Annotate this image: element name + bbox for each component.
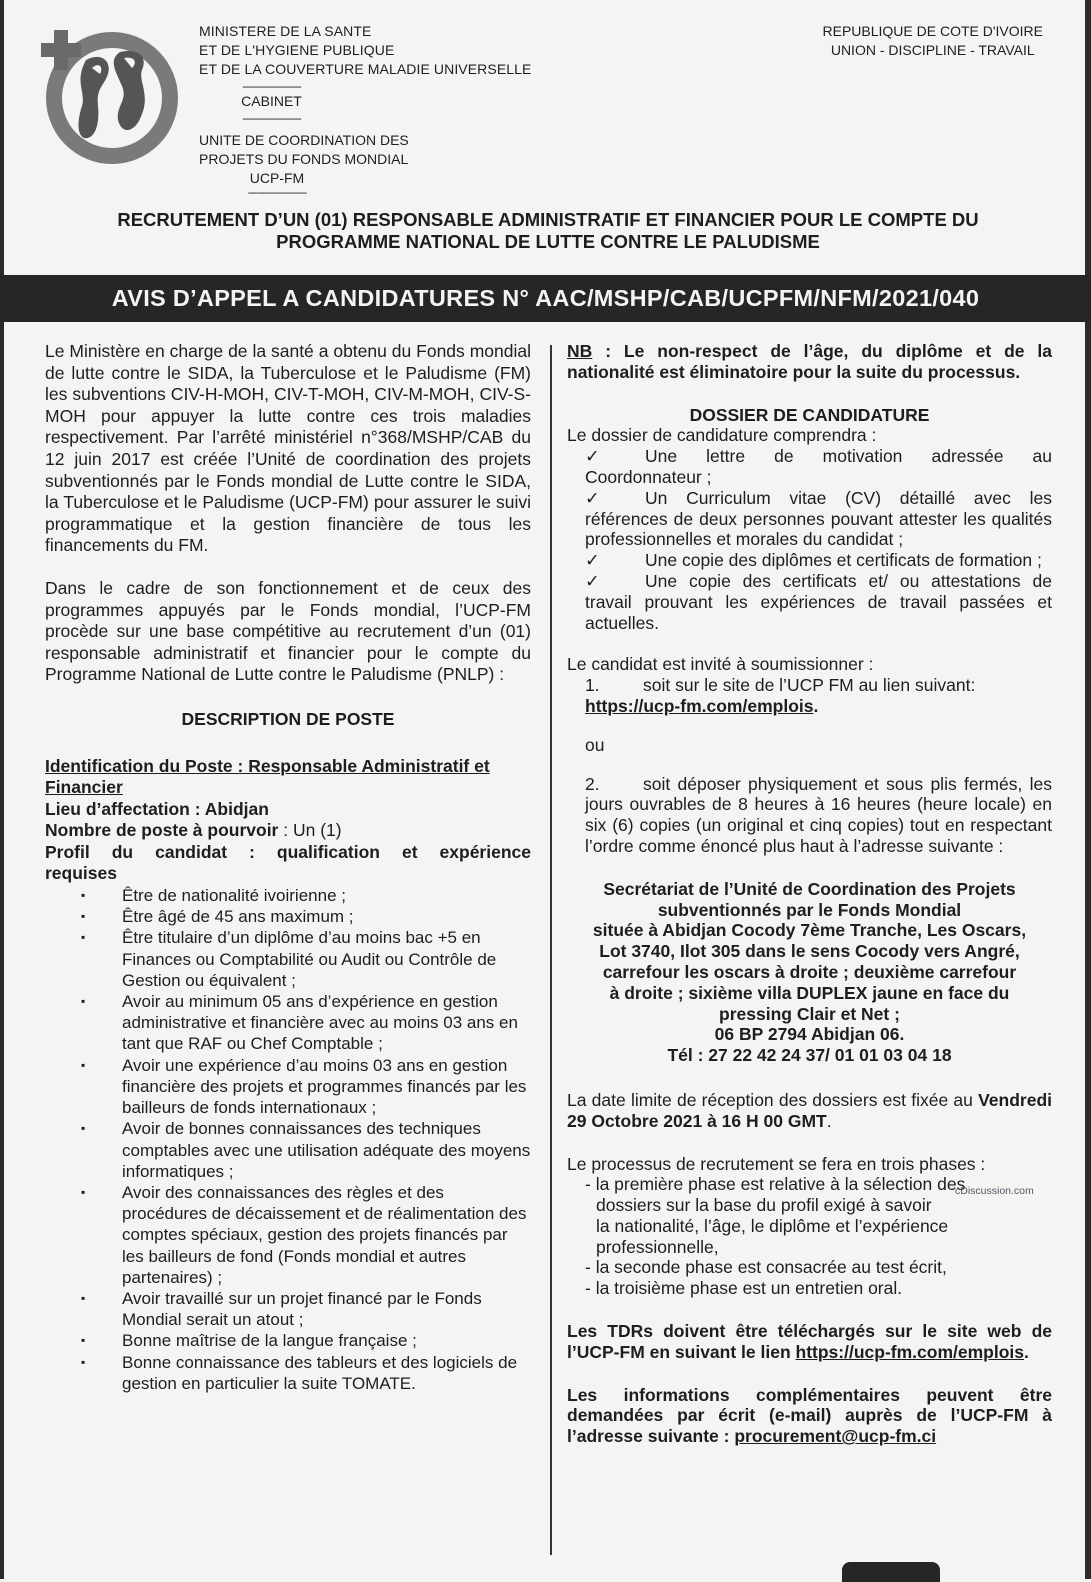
cabinet-label: CABINET	[241, 93, 302, 109]
left-column	[45, 341, 531, 1394]
requirements-list	[45, 885, 531, 1394]
column-divider	[550, 345, 552, 1555]
option-number: 2.	[585, 773, 600, 794]
separator: ----------------------	[242, 113, 301, 125]
or-label: ou	[585, 734, 605, 755]
post-location: Lieu d’affectation : Abidjan	[45, 798, 269, 819]
nb-label: NB	[567, 341, 593, 361]
phase-line: dossiers sur la base du profil exigé à savoir	[596, 1195, 932, 1216]
unit-line: PROJETS DU FONDS MONDIAL	[199, 151, 409, 167]
submit-option-1: 1. soit sur le site de l’UCP FM au lien suivant:	[585, 675, 976, 696]
ministry-line: MINISTERE DE LA SANTE	[199, 23, 372, 39]
dossier-heading: DOSSIER DE CANDIDATURE	[689, 404, 930, 425]
deadline-paragraph: La date limite de réception des dossiers est fixée au Vendredi 29 Octobre 2021 à 16 H 00 GMT.	[567, 1089, 1052, 1131]
dossier-intro: Le dossier de candidature comprendra :	[567, 425, 877, 446]
unit-line: UNITE DE COORDINATION DES	[199, 132, 409, 148]
address-line: à droite ; sixième villa DUPLEX jaune en face du	[609, 982, 1010, 1003]
requirement-item: ▪ Avoir au minimum 05 ans d’expérience en gestion administrative et financière avec au moins 03 ans en tant que RAF ou Chef Comptable ;	[45, 991, 531, 1055]
recruitment-title-line: RECRUTEMENT D’UN (01) RESPONSABLE ADMINISTRATIF ET FINANCIER POUR LE COMPTE DU	[117, 209, 979, 230]
requirement-item: ▪ Bonne connaissance des tableurs et des logiciels de gestion en particulier la suite TOMATE.	[45, 1352, 531, 1394]
unit-name	[199, 131, 409, 169]
post-count-label: Nombre de poste à pourvoir	[45, 820, 279, 841]
address-line: carrefour les oscars à droite ; deuxième carrefour	[602, 961, 1017, 982]
dossier-item: ✓ Une lettre de motivation adressée au Coordonnateur ;	[585, 446, 1052, 487]
address-line: Lot 3740, Ilot 305 dans le sens Cocody vers Angré,	[599, 941, 1020, 962]
tdr-link[interactable]: https://ucp-fm.com/emplois	[795, 1341, 1024, 1362]
separator: ----------------------	[247, 187, 307, 199]
requirement-item: ▪ Être de nationalité ivoirienne ;	[45, 885, 531, 906]
process-intro: Le processus de recrutement se fera en trois phases :	[567, 1153, 986, 1174]
option-number: 1.	[585, 675, 600, 696]
address-line: Tél : 27 22 42 24 37/ 01 01 03 04 18	[667, 1045, 952, 1066]
recruitment-title-line: PROGRAMME NATIONAL DE LUTTE CONTRE LE PALUDISME	[276, 231, 820, 252]
tdr-paragraph: Les TDRs doivent être téléchargés sur le site web de l’UCP-FM en suivant le lien https://ucp-fm.com/emplois.	[567, 1321, 1052, 1362]
description-heading: DESCRIPTION DE POSTE	[181, 708, 395, 729]
nb-note	[567, 341, 1052, 383]
watermark: cDiscussion.com	[955, 1185, 1034, 1197]
post-count-value: : Un (1)	[278, 820, 342, 841]
phase-line: - la première phase est relative à la sélection des	[585, 1174, 966, 1195]
unit-abbr: UCP-FM	[249, 170, 305, 186]
address-line: 06 BP 2794 Abidjan 06.	[714, 1024, 905, 1045]
info-paragraph: Les informations complémentaires peuvent être demandées par écrit (e-mail) auprès de l’UCP-FM à l’adresse suivante : procurement@ucp-fm.ci	[567, 1384, 1052, 1447]
phase-line: - la troisième phase est un entretien oral.	[585, 1278, 903, 1299]
phase-line: la nationalité, l’âge, le diplôme et l’expérience	[596, 1215, 949, 1236]
requirement-item: ▪ Avoir des connaissances des règles et des procédures de décaissement et de réalimentation des comptes spéciaux, gestion des projets financés par les bailleurs de fond (Fonds mondial et autres partenaires) ;	[45, 1182, 531, 1288]
requirement-item: ▪ Avoir une expérience d’au moins 03 ans en gestion financière des projets et programmes financés par les bailleurs de fonds internationaux ;	[45, 1055, 531, 1119]
right-column	[567, 341, 1052, 1447]
notice-banner-title: AVIS D’APPEL A CANDIDATURES N° AAC/MSHP/CAB/UCPFM/NFM/2021/040	[111, 285, 980, 311]
address-block	[567, 879, 1052, 1066]
page-border-left	[0, 0, 4, 1579]
check-icon: ✓	[585, 446, 600, 467]
dossier-item: ✓ Une copie des diplômes et certificats de formation ;	[585, 550, 1042, 571]
ministry-line: ET DE LA COUVERTURE MALADIE UNIVERSELLE	[199, 61, 532, 77]
ministry-name	[199, 22, 531, 79]
requirement-item: ▪ Bonne maîtrise de la langue française ;	[45, 1330, 531, 1351]
emplois-link[interactable]: https://ucp-fm.com/emplois	[585, 695, 814, 716]
procurement-email-link[interactable]: procurement@ucp-fm.ci	[734, 1426, 937, 1447]
requirement-item: ▪ Avoir de bonnes connaissances des techniques comptables avec une utilisation adéquate des moyens informatiques ;	[45, 1118, 531, 1182]
context-paragraph: Dans le cadre de son fonctionnement et de ceux des programmes appuyés par le Fonds mondial, l’UCP-FM procède sur une base compétitive au recrutement d’un (01) responsable administratif et financier pour le compte du Programme National de Lutte contre le Paludisme (PNLP) :	[45, 577, 531, 685]
cabinet-block	[199, 82, 344, 124]
address-line: subventionnés par le Fonds Mondial	[657, 899, 962, 920]
republic-motto: UNION - DISCIPLINE - TRAVAIL	[830, 42, 1035, 58]
intro-paragraph: Le Ministère en charge de la santé a obtenu du Fonds mondial de lutte contre le SIDA, la Tuberculose et le Paludisme (FM) les subventions CIV-H-MOH, CIV-T-MOH, CIV-M-MOH, CIV-S-MOH pour appuyer la lutte contre ces trois maladies respectivement. Par l’arrêté ministériel n°368/MSHP/CAB du 12 juin 2017 est créée l’Unité de coordination des projets subventionnés par le Fonds mondial de Lutte contre le SIDA, la Tuberculose et le Paludisme (UCP-FM) pour assurer le suivi programmatique et la gestion financière de tous les financements du FM.	[45, 341, 531, 556]
republic-header	[823, 22, 1044, 60]
post-count	[45, 820, 531, 842]
submit-link-line: https://ucp-fm.com/emplois.	[585, 695, 819, 716]
requirement-item: ▪ Avoir travaillé sur un projet financé par le Fonds Mondial serait un atout ;	[45, 1288, 531, 1330]
page-border-right	[1085, 0, 1091, 1579]
submit-option-2: 2. soit déposer physiquement et sous plis fermés, les jours ouvrables de 8 heures à 16 heures (heure locale) en six (6) copies (un original et cinq copies) tout en respectant l’ordre comme énoncé plus haut à l’adresse suivante :	[585, 773, 1052, 856]
separator: ----------------------	[242, 81, 301, 93]
phase-line: - la seconde phase est consacrée au test écrit,	[585, 1257, 947, 1278]
check-icon: ✓	[585, 550, 600, 571]
address-line: pressing Clair et Net ;	[719, 1003, 900, 1024]
profile-heading: Profil du candidat : qualification et expérience requises	[45, 841, 531, 884]
ministry-logo	[38, 22, 186, 170]
check-icon: ✓	[585, 570, 600, 591]
address-line: Secrétariat de l’Unité de Coordination des Projets	[603, 878, 1016, 899]
nb-text: : Le non-respect de l’âge, du diplôme et de la nationalité est éliminatoire pour la suite du processus.	[567, 341, 1052, 382]
phase-line: professionnelle,	[596, 1236, 719, 1257]
requirement-item: ▪ Être titulaire d’un diplôme d’au moins bac +5 en Finances ou Comptabilité ou Audit ou Contrôle de Gestion ou équivalent ;	[45, 927, 531, 991]
check-icon: ✓	[585, 487, 600, 508]
deadline-date: Vendredi 29 Octobre 2021 à 16 H 00 GMT	[567, 1089, 1052, 1131]
address-line: située à Abidjan Cocody 7ème Tranche, Les Oscars,	[592, 920, 1027, 941]
post-identification: Identification du Poste : Responsable Administratif et Financier	[45, 755, 490, 798]
dossier-item: ✓ Un Curriculum vitae (CV) détaillé avec les références de deux personnes pouvant attester les qualités professionnelles et morales du candidat ;	[585, 487, 1052, 550]
republic-name: REPUBLIQUE DE COTE D'IVOIRE	[822, 23, 1043, 39]
ministry-line: ET DE L'HYGIENE PUBLIQUE	[199, 42, 395, 58]
requirement-item: ▪ Être âgé de 45 ans maximum ;	[45, 906, 531, 927]
submit-intro: Le candidat est invité à soumissionner :	[567, 654, 874, 675]
bottom-tab	[842, 1562, 940, 1582]
unit-abbr-block	[199, 169, 355, 198]
dossier-item: ✓ Une copie des certificats et/ ou attestations de travail prouvant les expériences de travail passées et actuelles.	[585, 570, 1052, 633]
recruitment-title	[40, 209, 1056, 253]
